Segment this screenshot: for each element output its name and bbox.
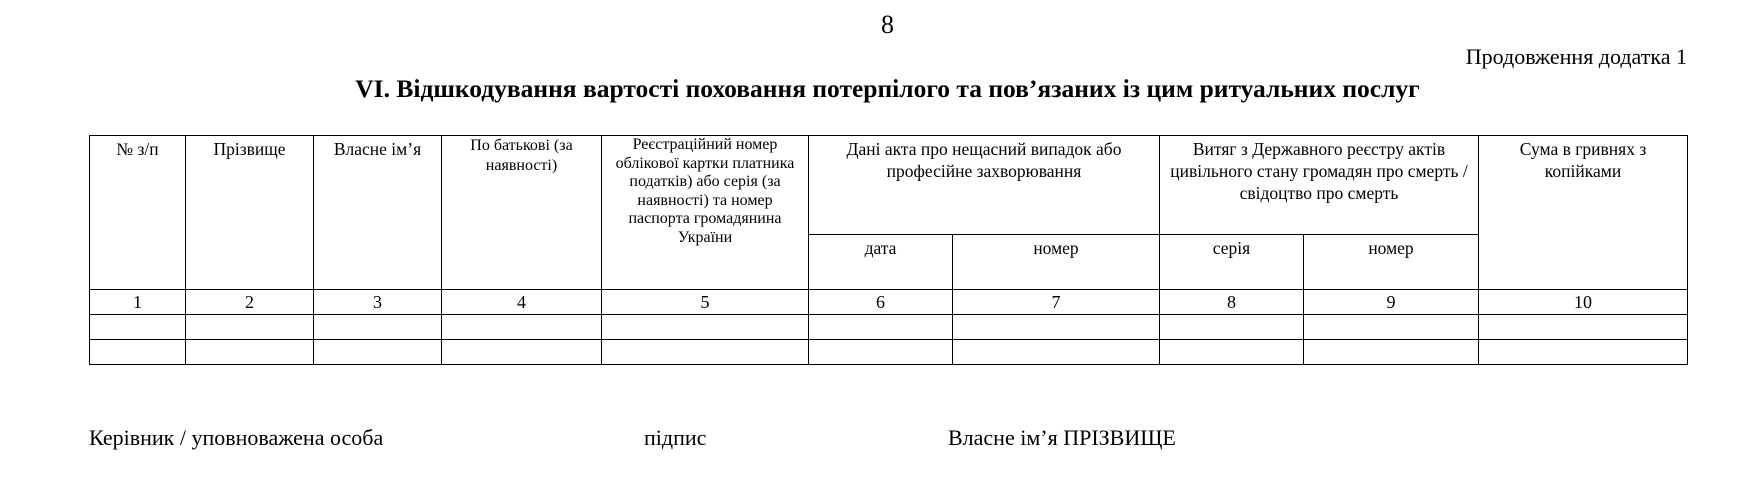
table-cell[interactable] <box>1479 340 1688 365</box>
header-row-top <box>90 136 1688 235</box>
table-cell[interactable] <box>1479 315 1688 340</box>
table-cell[interactable] <box>809 315 953 340</box>
column-number: 2 <box>186 290 314 315</box>
table-cell[interactable] <box>186 340 314 365</box>
appendix-continuation-label: Продовження додатка 1 <box>1465 44 1687 69</box>
column-number: 3 <box>314 290 442 315</box>
column-number: 7 <box>953 290 1160 315</box>
header-act-number: номер <box>953 235 1160 290</box>
section-title: VI. Відшкодування вартості поховання потерпілого та пов’язаних із цим ритуальних послуг <box>355 74 1420 103</box>
signature-label: підпис <box>644 425 707 450</box>
column-number: 9 <box>1304 290 1479 315</box>
table-cell[interactable] <box>442 340 602 365</box>
table-cell[interactable] <box>90 340 186 365</box>
table-row <box>90 340 1688 365</box>
table-cell[interactable] <box>809 340 953 365</box>
table-cell[interactable] <box>953 315 1160 340</box>
header-amount: Сума в гривнях з копійками <box>1479 136 1688 290</box>
header-patronymic: По батькові (за наявності) <box>442 136 602 290</box>
header-first-name: Власне ім’я <box>314 136 442 290</box>
burial-compensation-table <box>89 135 1688 365</box>
column-number: 8 <box>1160 290 1304 315</box>
table-cell[interactable] <box>1160 340 1304 365</box>
column-number: 6 <box>809 290 953 315</box>
header-registry-series: серія <box>1160 235 1304 290</box>
page-number: 8 <box>881 10 894 39</box>
table-cell[interactable] <box>602 340 809 365</box>
header-registry-group: Витяг з Державного реєстру актів цивільного стану громадян про смерть / свідоцтво про смерть <box>1160 136 1479 235</box>
column-number: 5 <box>602 290 809 315</box>
table-cell[interactable] <box>90 315 186 340</box>
table-cell[interactable] <box>442 315 602 340</box>
table-cell[interactable] <box>953 340 1160 365</box>
table-cell[interactable] <box>1304 340 1479 365</box>
column-number: 10 <box>1479 290 1688 315</box>
column-number: 1 <box>90 290 186 315</box>
table-cell[interactable] <box>186 315 314 340</box>
header-act-group: Дані акта про нещасний випадок або професійне захворювання <box>809 136 1160 235</box>
signatory-role: Керівник / уповноважена особа <box>89 425 384 450</box>
table-cell[interactable] <box>314 340 442 365</box>
column-number: 4 <box>442 290 602 315</box>
header-num: № з/п <box>90 136 186 290</box>
header-registry-number: номер <box>1304 235 1479 290</box>
header-surname: Прізвище <box>186 136 314 290</box>
table-cell[interactable] <box>1304 315 1479 340</box>
table-cell[interactable] <box>1160 315 1304 340</box>
header-act-date: дата <box>809 235 953 290</box>
signatory-name-label: Власне ім’я ПРІЗВИЩЕ <box>948 425 1176 450</box>
header-tax-id: Реєстраційний номер облікової картки платника податків) або серія (за наявності) та номер паспорта громадянина України <box>602 136 809 290</box>
table-cell[interactable] <box>602 315 809 340</box>
column-number-row <box>90 290 1688 315</box>
table-cell[interactable] <box>314 315 442 340</box>
table-row <box>90 315 1688 340</box>
